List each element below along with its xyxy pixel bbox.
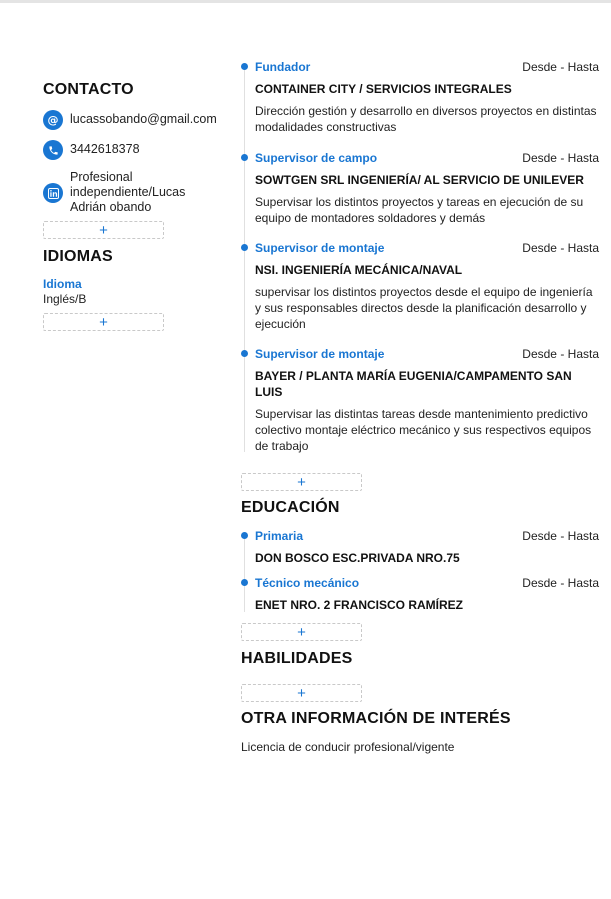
phone-icon <box>43 140 63 160</box>
add-education-button[interactable] <box>241 623 362 641</box>
job-description: Supervisar las distintas tareas desde mantenimiento predictivo colectivo montaje eléctrico mecánico y sus respectivos equipos de trabajo <box>255 407 592 453</box>
education-school: ENET NRO. 2 FRANCISCO RAMÍREZ <box>255 598 464 612</box>
timeline-dot <box>241 244 248 251</box>
plus-icon: + <box>99 221 108 239</box>
education-school: DON BOSCO ESC.PRIVADA NRO.75 <box>255 551 460 565</box>
add-experience-button[interactable] <box>241 473 362 491</box>
job-company: CONTAINER CITY / SERVICIOS INTEGRALES <box>255 82 512 96</box>
add-skill-button[interactable] <box>241 684 362 702</box>
plus-icon: + <box>99 313 108 331</box>
timeline-dot <box>241 63 248 70</box>
job-title: Fundador <box>255 60 311 74</box>
contact-linkedin[interactable]: Profesional independiente/Lucas Adrián obando <box>70 170 186 214</box>
education-title: Primaria <box>255 529 304 543</box>
timeline-dot <box>241 579 248 586</box>
contact-section-title: CONTACTO <box>43 81 134 98</box>
job-description: Dirección gestión y desarrollo en diversos proyectos en distintas modalidades constructivas <box>255 104 597 134</box>
language-label: Idioma <box>43 277 82 291</box>
job-title: Supervisor de montaje <box>255 347 385 361</box>
timeline-dot <box>241 350 248 357</box>
job-dates: Desde - Hasta <box>522 347 599 361</box>
job-company: SOWTGEN SRL INGENIERÍA/ AL SERVICIO DE UNILEVER <box>255 173 584 187</box>
job-title: Supervisor de montaje <box>255 241 385 255</box>
svg-text:@: @ <box>47 114 59 126</box>
contact-phone-row[interactable] <box>43 140 140 160</box>
job-description: Supervisar los distintos proyectos y tareas en ejecución de su equipo de montadores soldadores y demás <box>255 195 584 225</box>
job-company: NSI. INGENIERÍA MECÁNICA/NAVAL <box>255 263 463 277</box>
job-description: supervisar los distintos proyectos desde el equipo de ingeniería y sus responsables directos desde la planificación desarrollo y ejecución <box>255 285 593 331</box>
contact-email[interactable]: lucassobando@gmail.com <box>70 112 217 126</box>
other-info-text: Licencia de conducir profesional/vigente <box>241 740 455 754</box>
job-title: Supervisor de campo <box>255 151 378 165</box>
education-title: Técnico mecánico <box>255 576 360 590</box>
skills-section-title: HABILIDADES <box>241 650 353 667</box>
education-section-title: EDUCACIÓN <box>241 499 340 516</box>
contact-email-row[interactable] <box>43 110 217 130</box>
language-value: Inglés/B <box>43 292 87 306</box>
at-icon <box>43 110 63 130</box>
contact-linkedin-row[interactable] <box>43 170 205 215</box>
plus-icon: + <box>297 623 306 641</box>
job-company: BAYER / PLANTA MARÍA EUGENIA/CAMPAMENTO SAN LUIS <box>255 369 572 399</box>
education-dates: Desde - Hasta <box>522 529 599 543</box>
education-dates: Desde - Hasta <box>522 576 599 590</box>
plus-icon: + <box>297 473 306 491</box>
timeline-dot <box>241 154 248 161</box>
timeline-dot <box>241 532 248 539</box>
add-contact-button[interactable] <box>43 221 164 239</box>
contact-phone[interactable]: 3442618378 <box>70 142 140 156</box>
linkedin-icon <box>43 183 63 203</box>
plus-icon: + <box>297 684 306 702</box>
education-timeline-line <box>244 539 245 612</box>
job-dates: Desde - Hasta <box>522 151 599 165</box>
job-dates: Desde - Hasta <box>522 241 599 255</box>
job-dates: Desde - Hasta <box>522 60 599 74</box>
add-language-button[interactable] <box>43 313 164 331</box>
other-info-section-title: OTRA INFORMACIÓN DE INTERÉS <box>241 710 511 727</box>
top-border <box>0 0 611 3</box>
languages-section-title: IDIOMAS <box>43 248 113 265</box>
experience-timeline-line <box>244 70 245 452</box>
